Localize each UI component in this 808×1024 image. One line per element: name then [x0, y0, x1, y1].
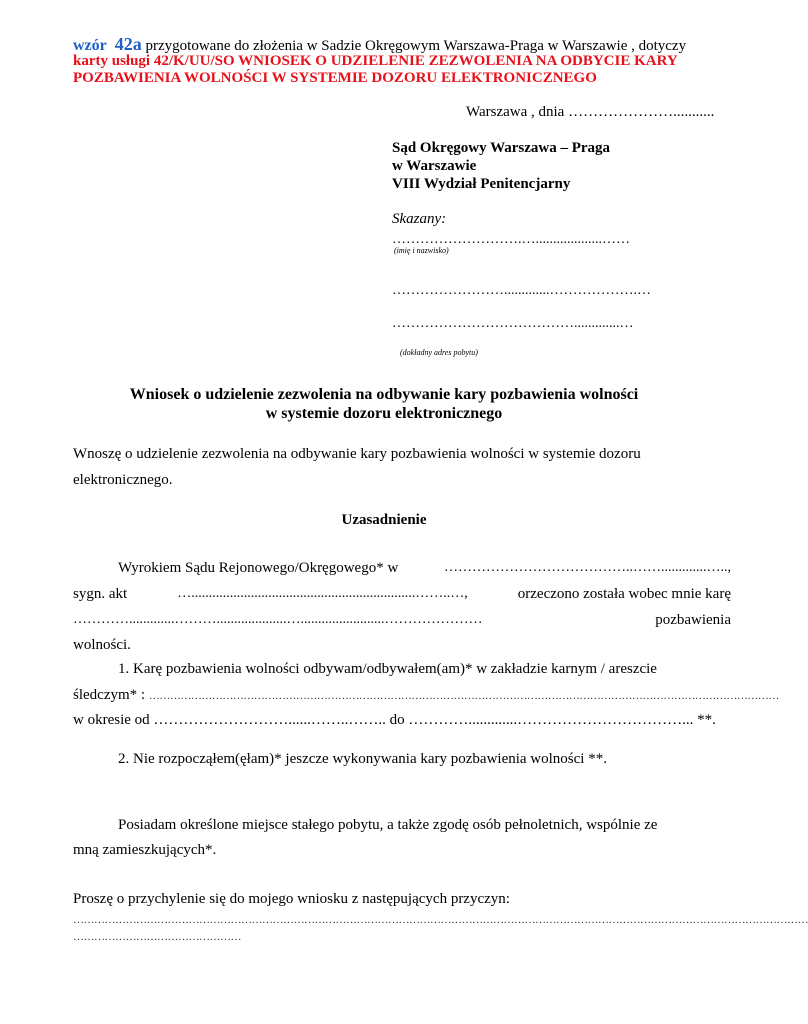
convict-name-caption: (imię i nazwisko): [394, 246, 449, 255]
judgment-line1: Wyrokiem Sądu Rejonowego/Okręgowego* w …………………………………..…….............…..,: [118, 560, 731, 576]
convict-address-field-1: …………………….............……………….…: [392, 283, 651, 298]
request-line2: elektronicznego.: [73, 472, 173, 488]
form-label: wzór 42a: [73, 34, 142, 54]
reasons-label: Proszę o przychylenie się do mojego wniosku z następujących przyczyn:: [73, 891, 510, 907]
court-location-field: …………………………………..…….............…..,: [444, 560, 731, 575]
request-line1: Wnoszę o udzielenie zezwolenia na odbywanie kary pozbawienia wolności w systemie dozoru: [73, 446, 641, 462]
item2-line: 2. Nie rozpocząłem(ęłam)* jeszcze wykonywania kary pozbawienia wolności **.: [118, 751, 607, 767]
judgment-line3: ………….............………....................…........................………………… pozbawienia: [73, 612, 731, 628]
convict-address-caption: (dokładny adres pobytu): [400, 348, 478, 357]
place-date: Warszawa , dnia …………………...........: [466, 104, 715, 120]
convict-name-field: ……………………….…...................……: [392, 232, 630, 247]
facility-field: ………………………………………………………………………………………………………………………………………………………………: [148, 690, 779, 702]
form-reference-line2: POZBAWIENIA WOLNOŚCI W SYSTEMIE DOZORU ELEKTRONICZNEGO: [73, 70, 597, 86]
judgment-line4: wolności.: [73, 637, 131, 653]
court-division: VIII Wydział Penitencjarny: [392, 176, 571, 192]
court-city: w Warszawie: [392, 158, 477, 174]
residence-line1: Posiadam określone miejsce stałego pobytu, a także zgodę osób pełnoletnich, wspólnie ze: [118, 817, 658, 833]
residence-line2: mną zamieszkujących*.: [73, 842, 217, 858]
form-header-intro: [73, 34, 686, 55]
form-reference-line1: karty usługi 42/K/UU/SO WNIOSEK O UDZIELENIE ZEZWOLENIA NA ODBYCIE KARY: [73, 53, 678, 69]
item1-line2: śledczym* : ………………………………………………………………………………………………………………………………………………………………: [73, 687, 779, 703]
convict-label: Skazany:: [392, 211, 447, 227]
justification-heading: Uzasadnienie: [341, 512, 427, 528]
form-intro-text: przygotowane do złożenia w Sadzie Okręgowym Warszawa-Praga w Warszawie , dotyczy: [145, 38, 687, 54]
case-number-field: …................................................................……..…,: [177, 586, 468, 601]
sentence-field: ………….............………....................…........................…………………: [73, 612, 483, 627]
convict-address-field-2: ………………………………….............…: [392, 316, 634, 331]
reasons-field-1: …………………………………………………………………………………………………………………………………………………………………………………………: [73, 914, 808, 926]
item1-line1: 1. Karę pozbawienia wolności odbywam/odbywałem(am)* w zakładzie karnym / areszcie: [118, 661, 657, 677]
document-title-line1: Wniosek o udzielenie zezwolenia na odbywanie kary pozbawienia wolności: [129, 386, 639, 403]
judgment-line2: sygn. akt …................................................................……..…, orzeczono została wobec mnie karę: [73, 586, 731, 602]
court-name: Sąd Okręgowy Warszawa – Praga: [392, 140, 611, 156]
document-title-line2: w systemie dozoru elektronicznego: [265, 405, 503, 422]
reasons-field-2: …………………………………………: [73, 931, 241, 943]
item1-period-line: w okresie od ………………………......……..…….. do ………….............……………………………... **.: [73, 712, 716, 728]
